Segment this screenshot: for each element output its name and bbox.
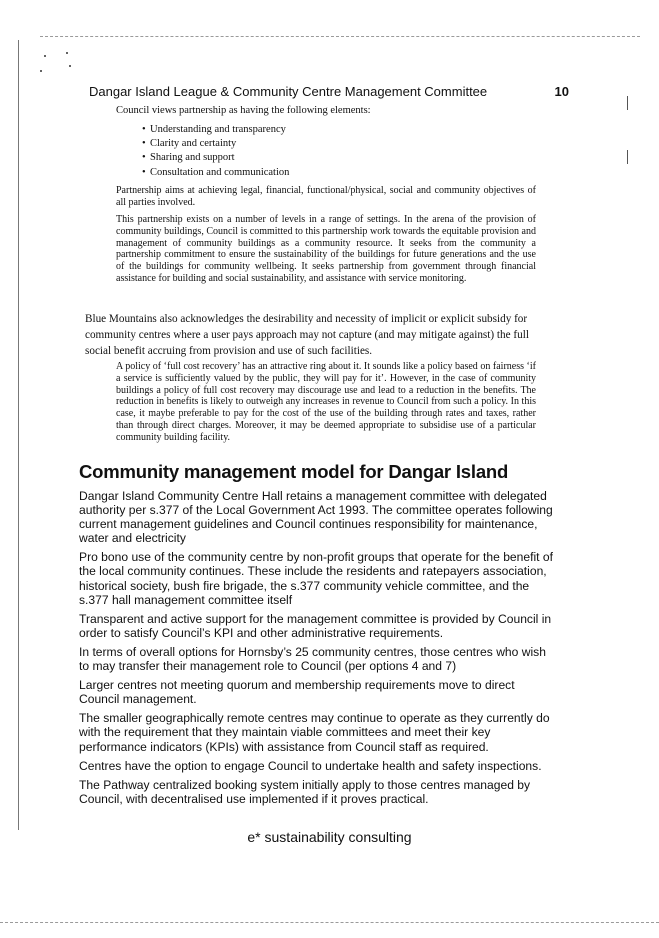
quote-bullet-list bbox=[142, 123, 289, 180]
list-item: • Sharing and support bbox=[142, 151, 289, 165]
list-item: • Clarity and certainty bbox=[142, 137, 289, 151]
body-paragraph: The smaller geographically remote centres may continue to operate as they currently do with the requirement that they maintain viable committees and meet their key performance indicators (KPIs) with assistance from Council staff as required. bbox=[79, 711, 550, 754]
scan-artifact-dot bbox=[44, 55, 46, 57]
quote-paragraph-2: This partnership exists on a number of levels in a range of settings. In the arena of the provision of community buildings, Council is committed to this partnership work towards the equitable provision and management of community buildings as a community resource. It seeks from the community a partnership commitment to ensure the sustainability of the buildings for future generations and the use of the buildings for community wellbeing. It seeks partnership from government through financial assistance for building and social sustainability, and assistance with service monitoring. bbox=[116, 214, 536, 284]
scan-artifact-left-edge bbox=[18, 40, 19, 830]
page-number: 10 bbox=[554, 84, 569, 99]
body-paragraph: The Pathway centralized booking system initially apply to those centres managed by Council, with decentralised use implemented if it proves practical. bbox=[79, 777, 531, 806]
scan-artifact-dot bbox=[40, 70, 42, 72]
scan-artifact-dot bbox=[66, 52, 68, 54]
body-paragraph: Pro bono use of the community centre by non-profit groups that operate for the benefit of the local community continues. These include the residents and ratepayers association, historical society, bush fire brigade, the s.377 community vehicle committee, and the s.377 hall management committee itself bbox=[79, 550, 553, 607]
section-body bbox=[79, 489, 557, 811]
scan-artifact-top-line bbox=[40, 36, 640, 37]
scan-artifact-bottom-line bbox=[0, 922, 659, 923]
list-item: • Consultation and communication bbox=[142, 166, 289, 180]
body-paragraph: Dangar Island Community Centre Hall retains a management committee with delegated authority per s.377 of the Local Government Act 1993. The committee operates following current management guidelines and Council continues responsibility for maintenance, water and electricity bbox=[79, 489, 553, 546]
scan-artifact-right-mark-1 bbox=[627, 96, 628, 110]
scan-artifact-right-mark-2 bbox=[627, 150, 628, 164]
body-paragraph: In terms of overall options for Hornsby’s 25 community centres, those centres who wish to may transfer their management role to Council (per options 4 and 7) bbox=[79, 644, 546, 674]
page-footer: e* sustainability consulting bbox=[247, 829, 412, 845]
quote-paragraph-1: Partnership aims at achieving legal, financial, functional/physical, social and community objectives of all parties involved. bbox=[116, 185, 536, 208]
page-header bbox=[89, 84, 569, 99]
body-paragraph: Transparent and active support for the management committee is provided by Council in order to satisfy Council’s KPI and other administrative requirements. bbox=[79, 611, 552, 640]
quote-paragraph-3: A policy of ‘full cost recovery’ has an attractive ring about it. It sounds like a policy based on fairness ‘if a service is sufficiently valued by the public, they will pay for it’. However, in the case of community buildings a policy of full cost recovery may discourage use and lead to a reduction in the benefits. The reduction in benefits is likely to outweigh any increases in revenue to Council from such a policy. In this case, it maybe preferable to pay for the cost of the use of the building through rates and taxes, rather than through direct charges. Moreover, it may be deemed appropriate to subsidise use of a particular community building facility. bbox=[116, 361, 536, 443]
header-title: Dangar Island League & Community Centre Management Committee bbox=[89, 84, 488, 99]
section-heading: Community management model for Dangar Island bbox=[79, 461, 509, 482]
scan-artifact-dot bbox=[69, 65, 71, 67]
body-paragraph: Centres have the option to engage Council to undertake health and safety inspections. bbox=[79, 758, 542, 773]
quote-intro: Council views partnership as having the following elements: bbox=[116, 105, 371, 116]
blue-mountains-paragraph: Blue Mountains also acknowledges the desirability and necessity of implicit or explicit subsidy for community centres where a user pays approach may not capture (and may mitigate against) the full social benefit accruing from provision and use of such facilities. bbox=[85, 313, 529, 357]
list-item: • Understanding and transparency bbox=[142, 123, 289, 137]
body-paragraph: Larger centres not meeting quorum and membership requirements move to direct Council management. bbox=[79, 678, 515, 707]
